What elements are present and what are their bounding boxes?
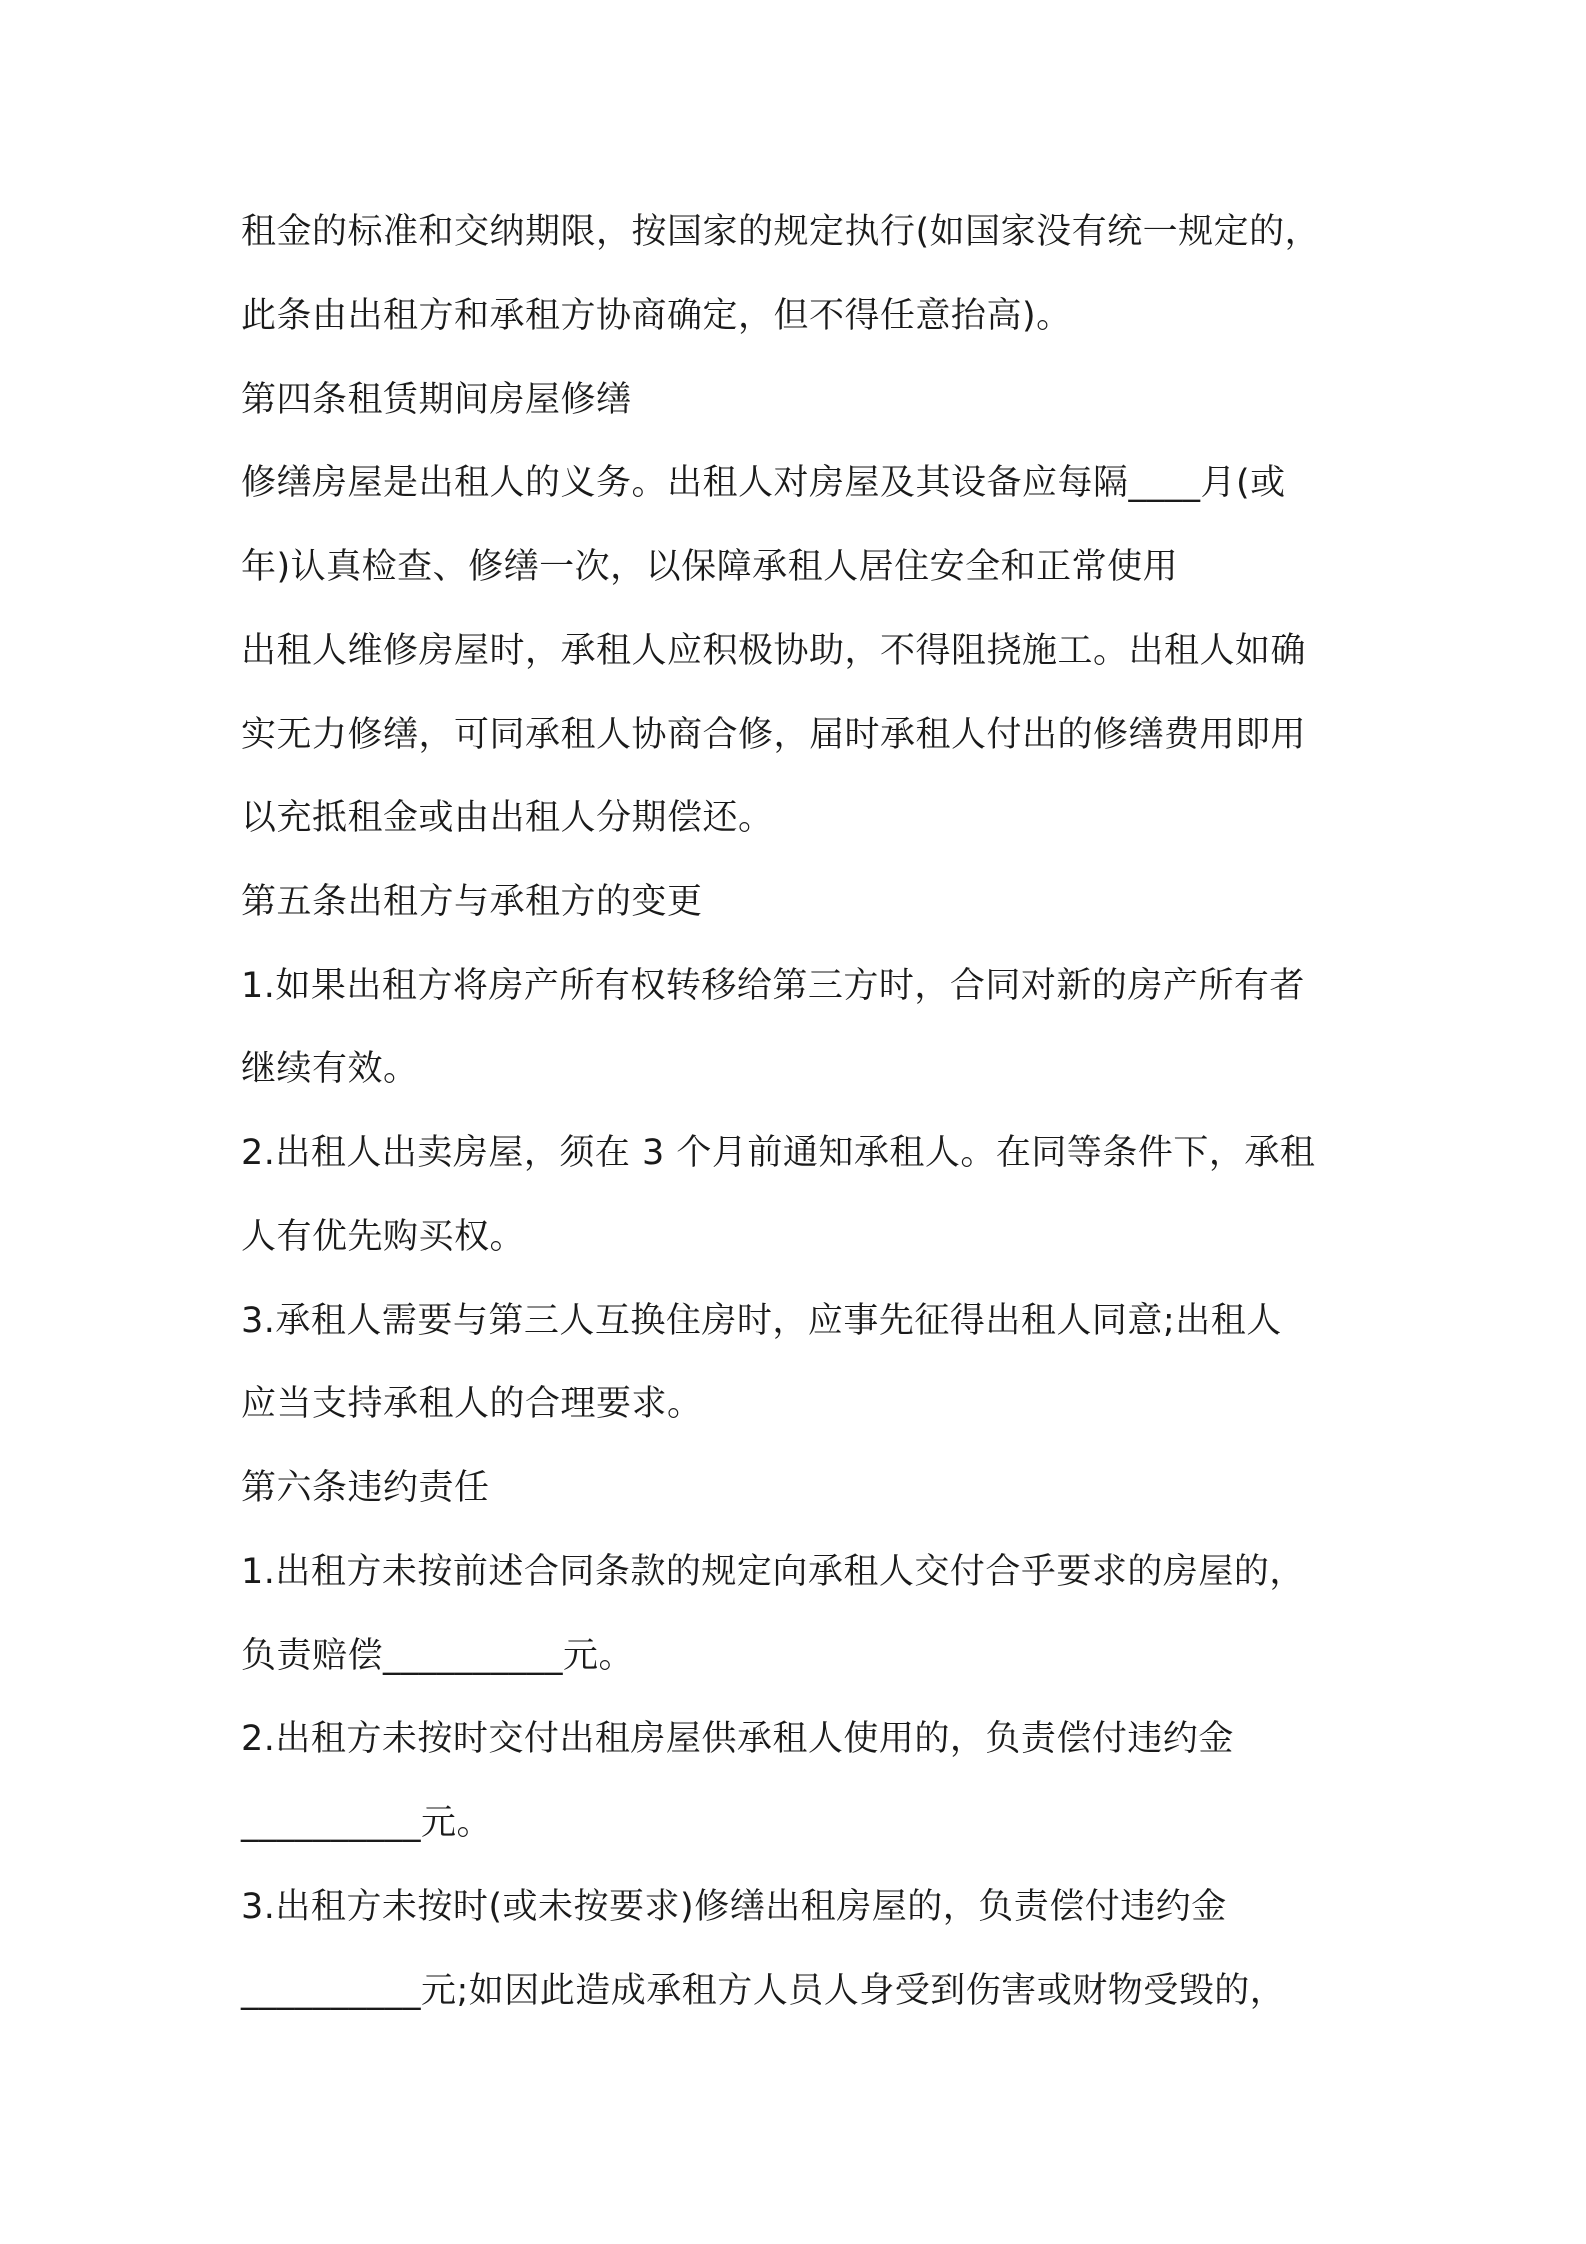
text-line: __________元。 bbox=[241, 1803, 493, 1843]
text-line: 1.出租方未按前述合同条款的规定向承租人交付合乎要求的房屋的， bbox=[241, 1552, 1305, 1592]
text-line: __________元;如因此造成承租方人员人身受到伤害或财物受毁的， bbox=[241, 1971, 1286, 2011]
text-line: 1.如果出租方将房产所有权转移给第三方时，合同对新的房产所有者 bbox=[241, 966, 1305, 1006]
section-heading: 第六条违约责任 bbox=[241, 1468, 490, 1508]
text-line: 修缮房屋是出租人的义务。出租人对房屋及其设备应每隔____月(或 bbox=[241, 463, 1286, 503]
text-line: 2.出租人出卖房屋，须在 3 个月前通知承租人。在同等条件下，承租 bbox=[241, 1133, 1316, 1173]
text-line: 出租人维修房屋时，承租人应积极协助，不得阻挠施工。出租人如确 bbox=[241, 631, 1307, 671]
text-line: 此条由出租方和承租方协商确定，但不得任意抬高)。 bbox=[241, 296, 1072, 336]
text-line: 以充抵租金或由出租人分期偿还。 bbox=[241, 798, 774, 838]
text-line: 继续有效。 bbox=[241, 1049, 419, 1089]
text-line: 负责赔偿__________元。 bbox=[241, 1636, 635, 1676]
text-line: 实无力修缮，可同承租人协商合修，届时承租人付出的修缮费用即用 bbox=[241, 715, 1307, 755]
text-line: 租金的标准和交纳期限，按国家的规定执行(如国家没有统一规定的， bbox=[241, 212, 1321, 252]
text-line: 人有优先购买权。 bbox=[241, 1217, 526, 1257]
section-heading: 第五条出租方与承租方的变更 bbox=[241, 882, 703, 922]
section-heading: 第四条租赁期间房屋修缮 bbox=[241, 380, 632, 420]
text-line: 年)认真检查、修缮一次，以保障承租人居住安全和正常使用 bbox=[241, 547, 1179, 587]
text-line: 应当支持承租人的合理要求。 bbox=[241, 1384, 703, 1424]
text-line: 3.承租人需要与第三人互换住房时，应事先征得出租人同意;出租人 bbox=[241, 1301, 1282, 1341]
text-line: 2.出租方未按时交付出租房屋供承租人使用的，负责偿付违约金 bbox=[241, 1719, 1234, 1759]
text-line: 3.出租方未按时(或未按要求)修缮出租房屋的，负责偿付违约金 bbox=[241, 1887, 1227, 1927]
